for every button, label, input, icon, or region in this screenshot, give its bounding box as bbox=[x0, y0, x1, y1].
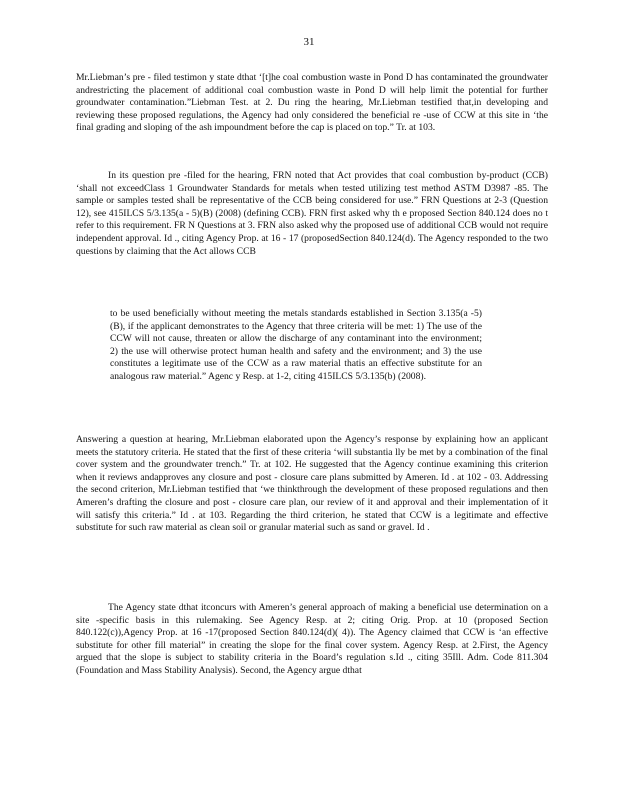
paragraph-text: Answering a question at hearing, Mr.Liebman elaborated upon the Agency’s response by explaining how an applicant meets the statutory criteria. He stated that the first of these criteria ‘will substantia lly be met by a combination of the final cover system and the groundwater trench.” Tr. at 102. He suggested that the Agency continue examining this criterion when it reviews andapproves any closure and post - closure care plans submitted by Ameren. Id . at 102 - 03. Addressing the second criterion, Mr.Liebman testified that ‘we thinkthrough the development of these proposed regulations and then Ameren’s drafting the closure and post - closure care plan, our review of it and approval and their implementation of it will satisfy this criteria.” Id . at 103. Regarding the third criterion, he stated that CCW is a legitimate and effective substitute for such raw material as clean soil or granular material such as sand or gravel. Id . bbox=[76, 434, 548, 534]
page-number: 31 bbox=[303, 36, 315, 48]
block-quote-agency-response bbox=[110, 308, 482, 384]
paragraph-text: Mr.Liebman’s pre - filed testimon y state dthat ‘[t]he coal combustion waste in Pond D has contaminated the groundwater andrestricting the placement of additional coal combustion waste in Pond D will help limit the potential for further groundwater contamination.”Liebman Test. at 2. Du ring the hearing, Mr.Liebman testified that,in developing and reviewing these proposed regulations, the Agency had only considered the beneficial re -use of CCW at this site in ‘the final grading and sloping of the ash impoundment before the cap is placed on top.” Tr. at 103. bbox=[76, 72, 548, 134]
block-quote-text: to be used beneficially without meeting the metals standards established in Section 3.135(a -5)(B), if the applicant demonstrates to the Agency that three criteria will be met: 1) The use of the CCW will not cause, threaten or allow the discharge of any contaminant into the environment; 2) the use will otherwise protect human health and safety and the environment; and 3) the use constitutes a legitimate use of the CCW as a raw material thatis an effective substitute for an analogous raw material.” Agenc y Resp. at 1-2, citing 415ILCS 5/3.135(b) (2008). bbox=[110, 308, 482, 382]
paragraph-liebman-testimony bbox=[76, 72, 548, 135]
paragraph-agency-concurs bbox=[76, 602, 548, 678]
paragraph-hearing-answer bbox=[76, 434, 548, 535]
paragraph-frn-question bbox=[76, 170, 548, 258]
paragraph-text: The Agency state dthat itconcurs with Ameren’s general approach of making a beneficial use determination on a site -specific basis in this rulemaking. See Agency Resp. at 2; citing Orig. Prop. at 10 (proposed Section 840.122(c)),Agency Prop. at 16 -17(proposed Section 840.124(d)( 4)). The Agency claimed that CCW is ‘an effective substitute for other fill material” in creating the slope for the final cover system. Agency Resp. at 2.First, the Agency argued that the slope is subject to stability criteria in the Board’s regulation s.Id ., citing 35Ill. Adm. Code 811.304 (Foundation and Mass Stability Analysis). Second, the Agency argue dthat bbox=[76, 602, 548, 676]
paragraph-text: In its question pre -filed for the hearing, FRN noted that Act provides that coal combustion by-product (CCB) ‘shall not exceedClass 1 Groundwater Standards for metals when tested utilizing test method ASTM D3987 -85. The sample or samples tested shall be representative of the CCB being considered for use.” FRN Questions at 2-3 (Question 12), see 415ILCS 5/3.135(a - 5)(B) (2008) (defining CCB). FRN first asked why th e proposed Section 840.124 does no t refer to this requirement. FR N Questions at 3. FRN also asked why the proposed use of additional CCB would not require independent approval. Id ., citing Agency Prop. at 16 - 17 (proposedSection 840.124(d). The Agency responded to the two questions by claiming that the Act allows CCB bbox=[76, 170, 548, 257]
